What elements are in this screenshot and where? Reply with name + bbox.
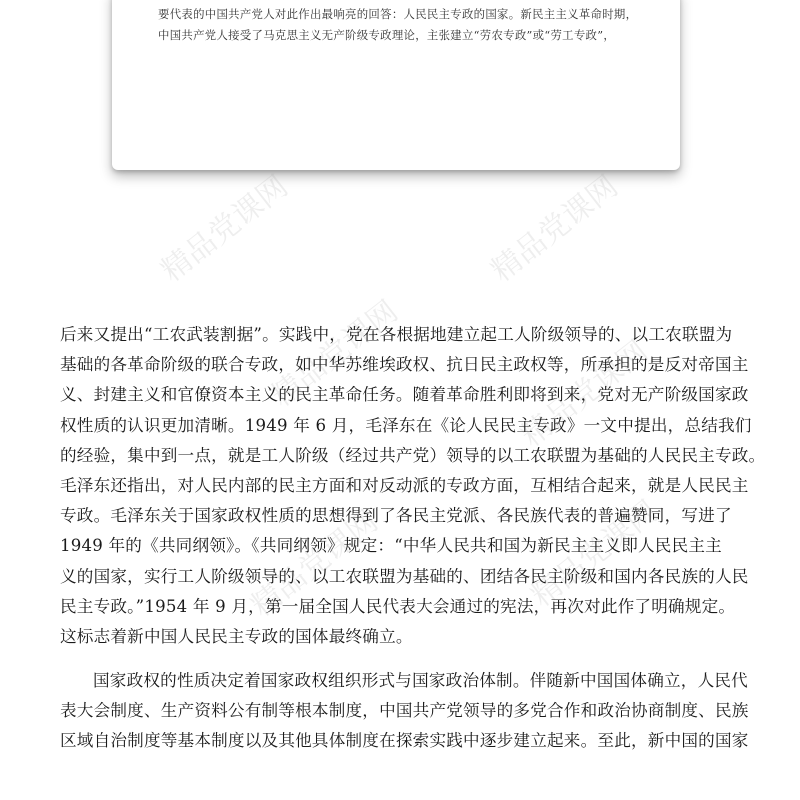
watermark: 精品党课网 [484, 168, 625, 289]
text-line: 1949 年的《共同纲领》。《共同纲领》规定：“中华人民共和国为新民主主义即人民民主主 [60, 536, 722, 556]
paragraph [60, 320, 766, 652]
card-text-line: 要代表的中国共产党人对此作出最响亮的回答：人民民主专政的国家。新民主主义革命时期， [158, 7, 638, 21]
text-line: 的经验，集中到一点，就是工人阶级（经过共产党）领导的以工农联盟为基础的人民民主专政。 [60, 445, 766, 465]
text-line: 权性质的认识更加清晰。1949 年 6 月，毛泽东在《论人民民主专政》一文中提出，总结我们 [60, 415, 752, 435]
previous-page-card [112, 0, 680, 170]
text-line: 民主专政。”1954 年 9 月，第一届全国人民代表大会通过的宪法，再次对此作了明确规定。 [60, 596, 736, 616]
paragraph-gap [60, 652, 740, 666]
text-line: 区域自治制度等基本制度以及其他具体制度在探索实践中逐步建立起来。至此，新中国的国家 [60, 731, 749, 751]
card-text-line: 中国共产党人接受了马克思主义无产阶级专政理论，主张建立“劳农专政”或“劳工专政”， [158, 28, 616, 42]
watermark: 精品党课网 [514, 333, 655, 454]
text-line: 后来又提出“工农武装割据”。实践中，党在各根据地建立起工人阶级领导的、以工农联盟为 [60, 325, 733, 344]
watermark: 精品党课网 [264, 293, 405, 414]
text-line: 基础的各革命阶级的联合专政，如中华苏维埃政权、抗日民主政权等，所承担的是反对帝国主 [60, 355, 749, 375]
paragraph [60, 666, 749, 757]
text-line: 毛泽东还指出，对人民内部的民主方面和对反动派的专政方面，互相结合起来，就是人民民主 [60, 475, 749, 495]
text-line: 这标志着新中国人民民主专政的国体最终确立。 [60, 626, 413, 646]
watermark: 精品党课网 [154, 168, 295, 289]
text-line: 国家政权的性质决定着国家政权组织形式与国家政治体制。伴随新中国国体确立，人民代 [93, 671, 748, 691]
text-line: 义、封建主义和官僚资本主义的民主革命任务。随着革命胜利即将到来，党对无产阶级国家政 [60, 385, 749, 405]
text-line: 义的国家，实行工人阶级领导的、以工农联盟为基础的、团结各民主阶级和国内各民族的人民 [60, 566, 749, 586]
text-line: 专政。毛泽东关于国家政权性质的思想得到了各民主党派、各民族代表的普遍赞同，写进了 [60, 506, 732, 526]
watermark: 精品党课网 [244, 503, 385, 624]
text-line: 表大会制度、生产资料公有制等根本制度，中国共产党领导的多党合作和政治协商制度、民族 [60, 701, 749, 721]
watermark: 精品党课网 [524, 493, 665, 614]
document-body [60, 320, 766, 757]
